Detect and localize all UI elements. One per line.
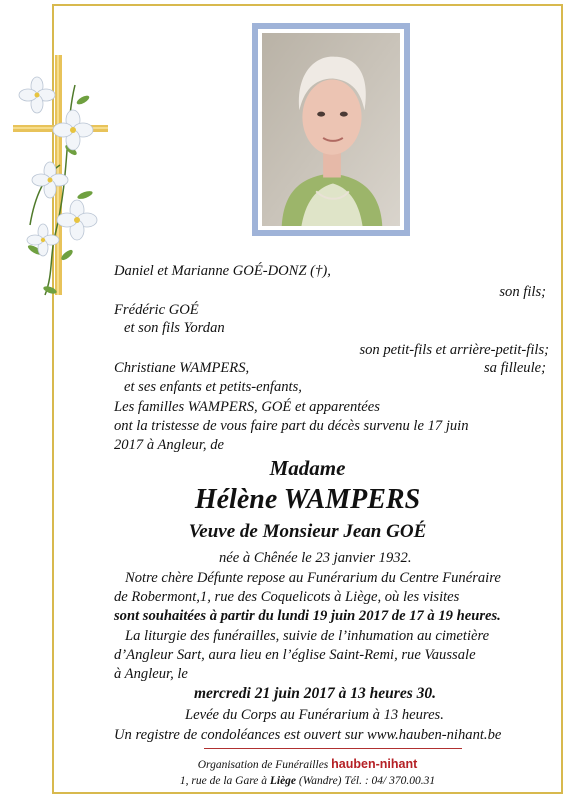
details-line: Levée du Corps au Funérarium à 13 heures. [185, 707, 444, 723]
organizer-brand: hauben-nihant [331, 757, 418, 771]
family-relation: son fils; [499, 284, 546, 300]
family-relation: son petit-fils et arrière-petit-fils; [359, 342, 549, 358]
portrait-photo [262, 33, 400, 226]
family-line: et son fils Yordan [124, 320, 225, 336]
organizer-address [52, 774, 563, 789]
condolences-line: Un registre de condoléances est ouvert sur www.hauben-nihant.be [114, 727, 502, 743]
deceased-title: Madame [269, 456, 346, 480]
family-relation: sa filleule; [483, 360, 546, 376]
deceased-widow-of: Veuve de Monsieur Jean GOÉ [188, 521, 427, 542]
funeral-date: mercredi 21 juin 2017 à 13 heures 30. [194, 685, 436, 702]
family-line: Christiane WAMPERS, [114, 360, 250, 376]
details-line: Notre chère Défunte repose au Funérarium du Centre Funéraire [125, 570, 501, 586]
details-line: La liturgie des funérailles, suivie de l’inhumation au cimetière [125, 628, 490, 644]
address-prefix: 1, rue de la Gare à [179, 775, 267, 787]
details-line: à Angleur, le [114, 666, 188, 682]
portrait-frame [252, 23, 410, 236]
family-line: Daniel et Marianne GOÉ-DONZ (†), [114, 263, 331, 279]
family-line: 2017 à Angleur, de [114, 437, 224, 453]
cross-with-flowers-icon [5, 55, 115, 305]
family-line: ont la tristesse de vous faire part du décès survenu le 17 juin [114, 418, 469, 434]
footer-divider [204, 748, 462, 749]
address-city: Liège [269, 775, 297, 787]
details-line: de Robermont,1, rue des Coquelicots à Liège, où les visites [114, 589, 460, 605]
organizer-prefix: Organisation de Funérailles [197, 759, 329, 771]
family-line: Frédéric GOÉ [114, 302, 199, 318]
deceased-name: Hélène WAMPERS [194, 484, 421, 515]
family-line: Les familles WAMPERS, GOÉ et apparentées [114, 399, 380, 415]
address-suffix: (Wandre) Tél. : 04/ 370.00.31 [298, 775, 436, 787]
details-line: d’Angleur Sart, aura lieu en l’église Saint-Remi, rue Vaussale [114, 647, 476, 663]
visiting-hours: sont souhaitées à partir du lundi 19 juin 2017 de 17 à 19 heures. [114, 608, 501, 624]
organizer-line [52, 757, 563, 773]
family-line: et ses enfants et petits-enfants, [124, 379, 302, 395]
deceased-birth: née à Chênée le 23 janvier 1932. [219, 550, 412, 566]
